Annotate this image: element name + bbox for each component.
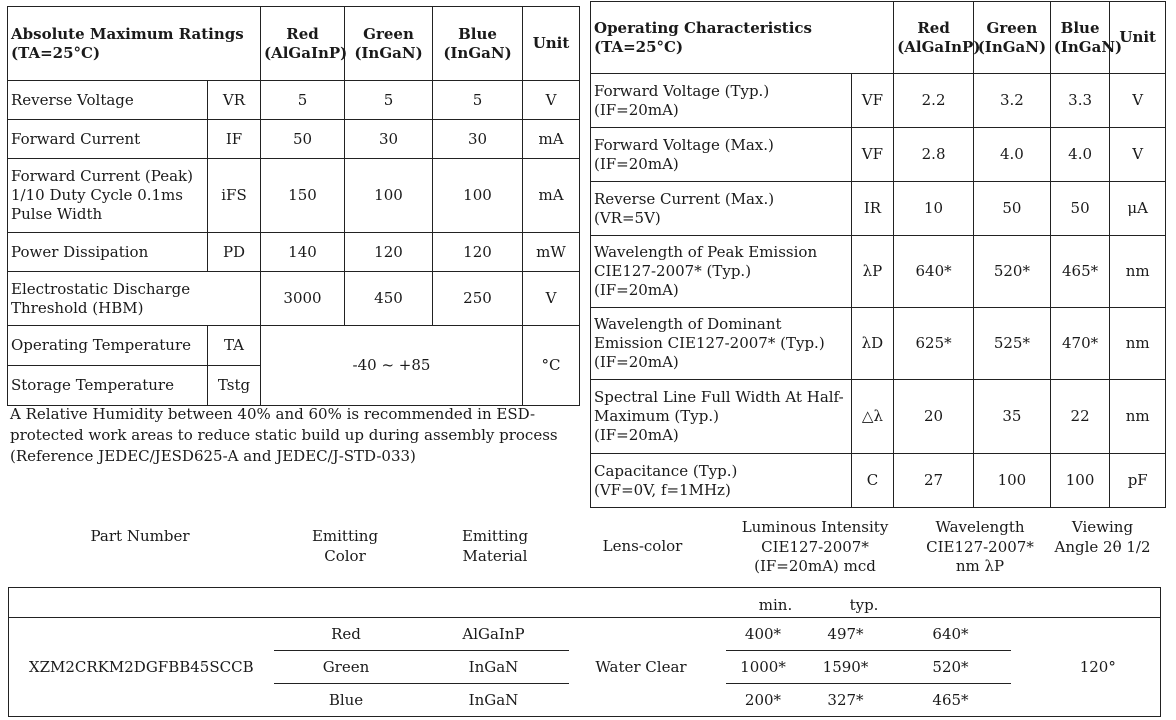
param-condition: (IF=20mA)	[594, 154, 679, 173]
param-cell: Reverse Voltage	[8, 81, 208, 120]
red-value: 640*	[894, 236, 974, 308]
param-cell	[591, 454, 852, 508]
param-text: Forward Voltage (Typ.)	[594, 81, 770, 100]
symbol-cell: △λ	[851, 380, 893, 454]
param-cell: Operating Temperature	[8, 326, 208, 366]
red-value: 50	[261, 120, 345, 159]
header-emitting-material: Emitting Material	[461, 527, 529, 565]
intensity-typ: 1590*	[801, 651, 891, 684]
table-row	[591, 308, 1166, 380]
table-row	[8, 326, 580, 366]
unit-cell: mW	[523, 233, 580, 272]
unit-cell: nm	[1110, 308, 1166, 380]
blue-value: 5	[433, 81, 523, 120]
abs-title: Absolute Maximum Ratings	[11, 24, 244, 43]
red-value: 5	[261, 81, 345, 120]
spacer	[1011, 684, 1036, 717]
green-value: 100	[973, 454, 1050, 508]
table-row	[8, 81, 580, 120]
op-header-red: Red (AlGaInP)	[894, 2, 974, 74]
abs-header-green: Green (InGaN)	[345, 7, 433, 81]
table-row	[8, 272, 580, 326]
abs-header-red: Red (AlGaInP)	[261, 7, 345, 81]
unit-cell: V	[1110, 74, 1166, 128]
param-condition: (VF=0V, f=1MHz)	[594, 480, 731, 499]
symbol-cell: PD	[208, 233, 261, 272]
intensity-min: 200*	[744, 690, 782, 709]
intensity-min: 400*	[726, 618, 801, 651]
symbol-cell: VF	[851, 74, 893, 128]
blue-value: 50	[1050, 182, 1110, 236]
symbol-cell: iFS	[208, 159, 261, 233]
unit-cell: mA	[523, 120, 580, 159]
green-value: 50	[973, 182, 1050, 236]
header-part-number: Part Number	[90, 527, 190, 545]
temp-range-cell: -40 ~ +85	[261, 326, 523, 406]
humidity-note: A Relative Humidity between 40% and 60% is recommended in ESD-protected work areas to reduce static build up during assembly process (Reference JEDEC/JESD625-A and JEDEC/J-STD-033)	[10, 405, 558, 465]
green-value: 450	[345, 272, 433, 326]
param-condition: (IF=20mA)	[594, 425, 679, 444]
green-value: 100	[345, 159, 433, 233]
color-material-cell	[274, 651, 569, 684]
intensity-typ: 497*	[801, 618, 891, 651]
blue-value: 3.3	[1050, 74, 1110, 128]
intensity-min: 1000*	[726, 651, 801, 684]
param-cell	[591, 236, 852, 308]
green-value: 5	[345, 81, 433, 120]
param-condition: (VR=5V)	[594, 208, 661, 227]
symbol-cell: TA	[208, 326, 261, 366]
unit-cell: nm	[1110, 380, 1166, 454]
operating-characteristics-table	[590, 1, 1166, 508]
abs-header-blue: Blue (InGaN)	[433, 7, 523, 81]
unit-cell: pF	[1110, 454, 1166, 508]
param-cell	[591, 182, 852, 236]
blue-value: 22	[1050, 380, 1110, 454]
param-cell	[591, 128, 852, 182]
op-header-blue: Blue (InGaN)	[1050, 2, 1110, 74]
green-value: 30	[345, 120, 433, 159]
green-value: 35	[973, 380, 1050, 454]
header-viewing-angle: Viewing Angle 2θ 1/2	[1054, 518, 1151, 556]
param-condition: (IF=20mA)	[594, 100, 679, 119]
intensity-typ: 327*	[827, 690, 864, 709]
table-row	[591, 128, 1166, 182]
param-cell	[591, 74, 852, 128]
blue-value: 465*	[1050, 236, 1110, 308]
emitting-material: AlGaInP	[462, 624, 525, 643]
param-cell: Electrostatic Discharge Threshold (HBM)	[8, 272, 261, 326]
spacer	[1011, 618, 1036, 651]
symbol-cell: Tstg	[208, 366, 261, 406]
red-value: 2.2	[894, 74, 974, 128]
symbol-cell: VF	[851, 128, 893, 182]
table-row	[591, 182, 1166, 236]
green-value: 525*	[973, 308, 1050, 380]
op-title-cell	[591, 2, 894, 74]
param-text: Forward Voltage (Max.)	[594, 135, 774, 154]
unit-cell: V	[523, 81, 580, 120]
red-value: 150	[261, 159, 345, 233]
part-number-cell: XZM2CRKM2DGFBB45SCCB	[28, 657, 254, 676]
green-value: 120	[345, 233, 433, 272]
op-header-unit: Unit	[1110, 2, 1166, 74]
red-value: 3000	[261, 272, 345, 326]
absolute-max-ratings-table	[7, 6, 580, 406]
spacer	[714, 684, 726, 717]
color-material-cell	[274, 684, 569, 717]
blue-value: 120	[433, 233, 523, 272]
min-typ-row	[9, 588, 1161, 618]
viewing-angle-cell: 120°	[1079, 657, 1116, 676]
red-value: 10	[894, 182, 974, 236]
abs-title-cell	[8, 7, 261, 81]
table-row	[8, 159, 580, 233]
symbol-cell: λP	[851, 236, 893, 308]
op-header-green: Green (InGaN)	[973, 2, 1050, 74]
header-luminous-intensity: Luminous Intensity CIE127-2007* (IF=20mA) mcd	[741, 518, 889, 575]
param-text: Reverse Current (Max.)	[594, 189, 775, 208]
symbol-cell: IF	[208, 120, 261, 159]
param-condition: (IF=20mA)	[594, 352, 679, 371]
param-text: Wavelength of Dominant Emission CIE127-2007* (Typ.)	[594, 315, 825, 353]
table-row	[591, 454, 1166, 508]
min-label: min.	[758, 596, 793, 614]
op-condition: (TA=25°C)	[594, 37, 684, 56]
table-row	[9, 618, 1161, 651]
table-row	[8, 233, 580, 272]
header-emitting-color: Emitting Color	[311, 527, 379, 565]
blue-value: 4.0	[1050, 128, 1110, 182]
emitting-material: InGaN	[468, 657, 519, 676]
part-list-table	[8, 587, 1161, 717]
table-row	[9, 588, 1161, 618]
wavelength-value: 640*	[891, 618, 1011, 651]
emitting-color: Green	[322, 657, 370, 676]
blue-value: 250	[433, 272, 523, 326]
color-material-cell	[274, 618, 569, 651]
param-cell	[591, 308, 852, 380]
param-cell: Forward Current	[8, 120, 208, 159]
param-condition: (IF=20mA)	[594, 280, 679, 299]
symbol-cell: IR	[851, 182, 893, 236]
param-text: Capacitance (Typ.)	[594, 461, 738, 480]
emitting-color: Blue	[328, 690, 364, 709]
table-row	[8, 120, 580, 159]
param-cell: Forward Current (Peak) 1/10 Duty Cycle 0.1ms Pulse Width	[8, 159, 208, 233]
blue-value: 100	[433, 159, 523, 233]
unit-cell: mA	[523, 159, 580, 233]
abs-header-unit: Unit	[523, 7, 580, 81]
param-text: Wavelength of Peak Emission CIE127-2007* (Typ.)	[594, 243, 818, 281]
table-row	[591, 380, 1166, 454]
green-value: 520*	[973, 236, 1050, 308]
emitting-color: Red	[331, 624, 361, 643]
emitting-material: InGaN	[468, 690, 519, 709]
red-value: 140	[261, 233, 345, 272]
header-wavelength: Wavelength CIE127-2007* nm λP	[926, 518, 1034, 575]
green-value: 4.0	[973, 128, 1050, 182]
unit-cell: V	[1110, 128, 1166, 182]
op-title: Operating Characteristics	[594, 18, 813, 37]
spacer	[714, 618, 726, 651]
param-cell: Power Dissipation	[8, 233, 208, 272]
unit-cell: nm	[1110, 236, 1166, 308]
param-cell: Storage Temperature	[8, 366, 208, 406]
blue-value: 100	[1050, 454, 1110, 508]
param-text: Spectral Line Full Width At Half-Maximum (Typ.)	[594, 388, 844, 426]
red-value: 20	[894, 380, 974, 454]
red-value: 2.8	[894, 128, 974, 182]
symbol-cell: VR	[208, 81, 261, 120]
param-cell	[591, 380, 852, 454]
table-row	[591, 236, 1166, 308]
spacer	[1011, 651, 1036, 684]
unit-cell: V	[523, 272, 580, 326]
wavelength-value: 465*	[932, 690, 969, 709]
symbol-cell: λD	[851, 308, 893, 380]
red-value: 625*	[894, 308, 974, 380]
blue-value: 30	[433, 120, 523, 159]
wavelength-value: 520*	[891, 651, 1011, 684]
abs-condition: (TA=25°C)	[11, 43, 101, 62]
red-value: 27	[894, 454, 974, 508]
temp-unit-cell: °C	[523, 326, 580, 406]
unit-cell: μA	[1110, 182, 1166, 236]
green-value: 3.2	[973, 74, 1050, 128]
table-row	[591, 74, 1166, 128]
blue-value: 470*	[1050, 308, 1110, 380]
symbol-cell: C	[851, 454, 893, 508]
spacer	[714, 651, 726, 684]
lens-color-cell: Water Clear	[595, 657, 687, 676]
typ-label: typ.	[849, 596, 879, 614]
header-lens-color: Lens-color	[602, 537, 683, 555]
